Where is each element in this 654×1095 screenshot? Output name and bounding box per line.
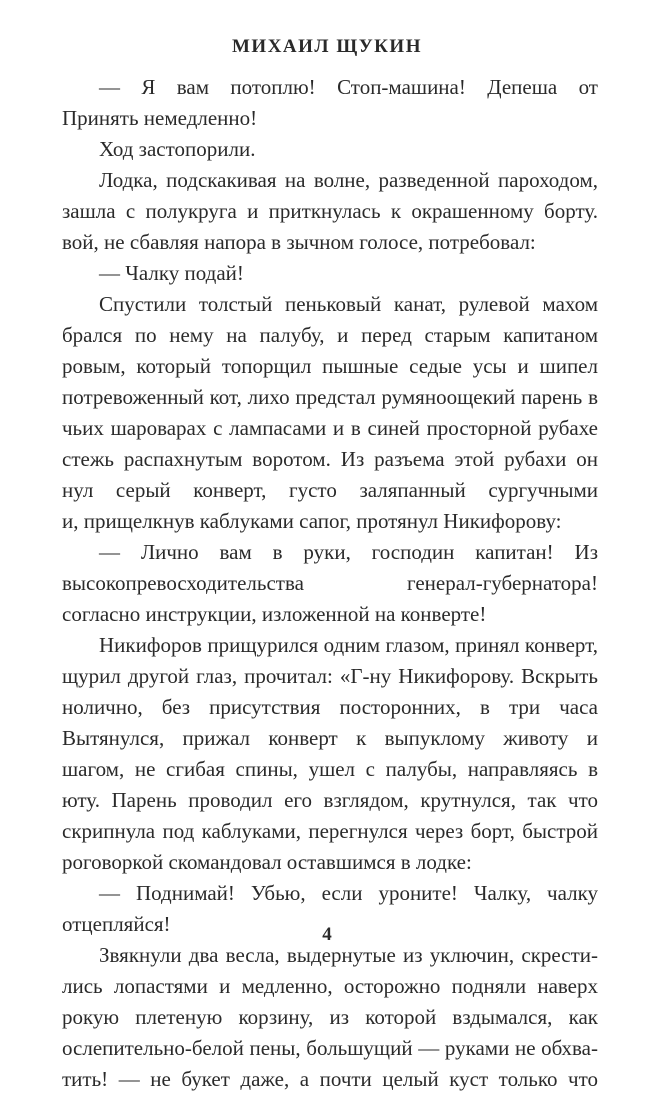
text-line: Звякнули два весла, выдернутые из уключин, скрести- — [99, 943, 598, 967]
text-line: и, прищелкнув каблуками сапог, протянул Никифорову: — [62, 509, 562, 533]
text-line: Никифоров прищурился одним глазом, принял конверт, — [99, 633, 598, 657]
text-line: щурил другой глаз, прочитал: «Г-ну Никифорову. Вскрыть — [62, 664, 598, 688]
text-line: нолично, без присутствия посторонних, в три часа — [62, 695, 598, 719]
text-line: согласно инструкции, изложенной на конверте! — [62, 602, 487, 626]
text-line: рокую плетеную корзину, из которой вздымался, как — [62, 1005, 598, 1029]
text-line: шагом, не сгибая спины, ушел с палубы, направляясь в — [62, 757, 598, 781]
text-line: нул серый конверт, густо заляпанный сургучными — [62, 478, 598, 502]
text-line: тить! — не букет даже, а почти целый куст только что — [62, 1067, 598, 1091]
text-line: чьих шароварах с лампасами и в синей просторной рубахе — [62, 416, 598, 440]
text-line: высокопревосходительства генерал-губернатора! — [62, 571, 598, 595]
text-line: ослепительно-белой пены, большущий — руками не обхва- — [62, 1036, 598, 1060]
text-line: роговоркой скомандовал оставшимся в лодке: — [62, 850, 472, 874]
text-line: — Поднимай! Убью, если уроните! Чалку, чалку — [99, 881, 598, 905]
text-line: вой, не сбавляя напора в зычном голосе, потребовал: — [62, 230, 536, 254]
text-line: Принять немедленно! — [62, 106, 258, 130]
text-line: юту. Парень проводил его взглядом, крутнулся, так что — [62, 788, 598, 812]
text-line: — Чалку подай! — [99, 261, 244, 285]
text-line: — Лично вам в руки, господин капитан! Из — [99, 540, 598, 564]
running-head-author: МИХАИЛ ЩУКИН — [232, 36, 422, 57]
text-line: Вытянулся, прижал конверт к выпуклому животу и — [62, 726, 598, 750]
text-line: брался по нему на палубу, и перед старым капитаном — [62, 323, 598, 347]
text-line: ровым, который топорщил пышные седые усы и шипел — [62, 354, 598, 378]
text-line: Спустили толстый пеньковый канат, рулевой махом — [99, 292, 598, 316]
text-line: потревоженный кот, лихо предстал румяноощекий парень в — [62, 385, 598, 409]
text-line: лись лопастями и медленно, осторожно подняли наверх — [62, 974, 598, 998]
text-line: отцепляйся! — [62, 912, 171, 936]
text-line: — Я вам потоплю! Стоп-машина! Депеша от — [99, 75, 598, 99]
text-line: стежь распахнутым воротом. Из разъема этой рубахи он — [62, 447, 598, 471]
text-line: зашла с полукруга и приткнулась к окрашенному борту. — [62, 199, 598, 223]
text-line: Ход застопорили. — [99, 137, 256, 161]
text-line: Лодка, подскакивая на волне, разведенной пароходом, — [99, 168, 598, 192]
page-number: 4 — [322, 924, 332, 945]
text-line: скрипнула под каблуками, перегнулся через борт, быстрой — [62, 819, 598, 843]
